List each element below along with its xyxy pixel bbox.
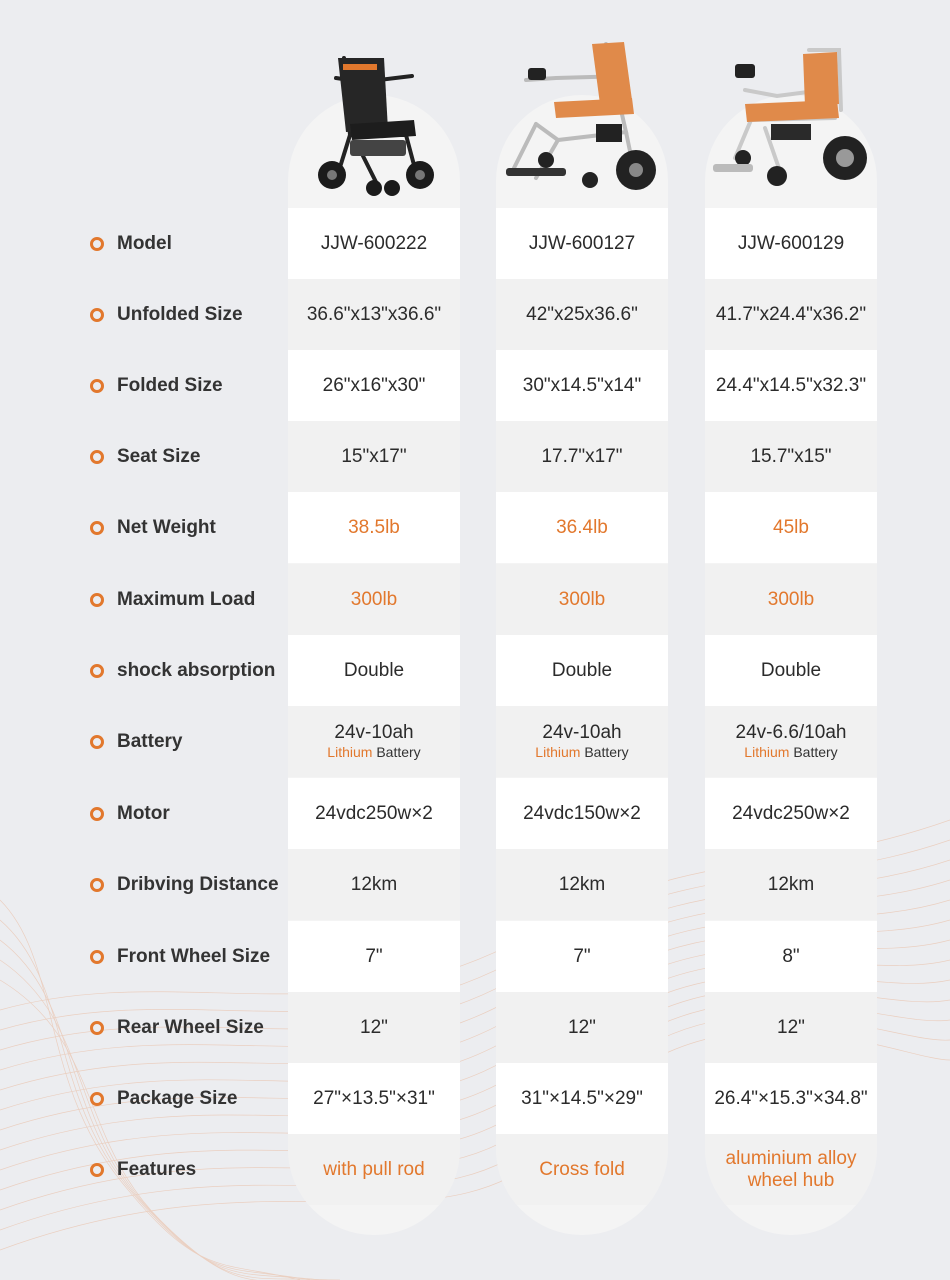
row-label-package-size xyxy=(90,1063,237,1134)
cell-value: 24vdc150w×2 xyxy=(523,802,641,824)
cell-net-weight-3 xyxy=(705,492,877,563)
cell-unfolded-size-3 xyxy=(705,279,877,350)
bullet-icon xyxy=(90,237,104,251)
cell-value: 15"x17" xyxy=(341,445,407,467)
row-label-folded-size xyxy=(90,350,223,421)
row-label-text: Motor xyxy=(117,802,170,824)
cell-value: Double xyxy=(343,659,405,681)
cell-model-1 xyxy=(288,208,460,279)
cell-value: 24v-6.6/10ah xyxy=(735,722,847,743)
cell-features-2 xyxy=(496,1134,668,1205)
orange-silver-wheelchair-icon xyxy=(705,40,877,205)
cell-shock-absorption-2 xyxy=(496,635,668,706)
cell-value: 24vdc250w×2 xyxy=(732,802,850,824)
bullet-icon xyxy=(90,521,104,535)
cell-folded-size-2 xyxy=(496,350,668,421)
cell-value: 26"x16"x30" xyxy=(322,374,426,396)
cell-front-wheel-size-3 xyxy=(705,921,877,992)
row-label-dribving-distance xyxy=(90,849,279,920)
cell-package-size-1 xyxy=(288,1063,460,1134)
cell-value: 36.4lb xyxy=(556,516,608,538)
cell-features-1 xyxy=(288,1134,460,1205)
row-label-text: Model xyxy=(117,232,172,254)
bullet-icon xyxy=(90,878,104,892)
cell-value: 300lb xyxy=(558,588,606,610)
row-label-features xyxy=(90,1134,196,1205)
bullet-icon xyxy=(90,308,104,322)
row-label-battery xyxy=(90,706,182,777)
cell-motor-1 xyxy=(288,778,460,849)
cell-motor-2 xyxy=(496,778,668,849)
cell-value: 12km xyxy=(558,873,606,895)
cell-net-weight-2 xyxy=(496,492,668,563)
row-label-text: Unfolded Size xyxy=(117,303,243,325)
black-wheelchair-icon xyxy=(288,40,460,205)
bullet-icon xyxy=(90,379,104,393)
cell-rear-wheel-size-1 xyxy=(288,992,460,1063)
bullet-icon xyxy=(90,807,104,821)
row-label-text: Rear Wheel Size xyxy=(117,1016,264,1038)
cell-value: 27"×13.5"×31" xyxy=(313,1087,435,1109)
cell-package-size-3 xyxy=(705,1063,877,1134)
battery-type xyxy=(327,744,420,761)
cell-value: 15.7"x15" xyxy=(750,445,832,467)
cell-battery-1 xyxy=(288,706,460,777)
cell-rear-wheel-size-3 xyxy=(705,992,877,1063)
cell-value: 8" xyxy=(782,945,800,967)
cell-value: 17.7"x17" xyxy=(541,445,623,467)
battery-type-rest: Battery xyxy=(372,744,421,760)
bullet-icon xyxy=(90,950,104,964)
cell-battery-2 xyxy=(496,706,668,777)
cell-value: 12" xyxy=(568,1016,596,1038)
cell-maximum-load-2 xyxy=(496,564,668,635)
cell-front-wheel-size-1 xyxy=(288,921,460,992)
cell-value: 26.4"×15.3"×34.8" xyxy=(714,1087,868,1109)
cell-value: 24v-10ah xyxy=(334,722,414,743)
cell-value: 45lb xyxy=(773,516,809,538)
cell-value: 12" xyxy=(777,1016,805,1038)
row-label-text: shock absorption xyxy=(117,659,276,681)
row-label-seat-size xyxy=(90,421,200,492)
cell-value: 12km xyxy=(767,873,815,895)
row-label-text: Net Weight xyxy=(117,516,216,538)
bullet-icon xyxy=(90,450,104,464)
cell-value: Double xyxy=(760,659,822,681)
cell-value: 24v-10ah xyxy=(542,722,622,743)
cell-value: 38.5lb xyxy=(348,516,400,538)
bullet-icon xyxy=(90,735,104,749)
row-label-rear-wheel-size xyxy=(90,992,264,1063)
row-label-text: Seat Size xyxy=(117,445,201,467)
cell-value: 12km xyxy=(350,873,398,895)
battery-type-highlight: Lithium xyxy=(327,744,373,760)
battery-type-highlight: Lithium xyxy=(535,744,581,760)
cell-front-wheel-size-2 xyxy=(496,921,668,992)
battery-type xyxy=(535,744,628,761)
row-label-net-weight xyxy=(90,492,216,563)
bullet-icon xyxy=(90,664,104,678)
cell-unfolded-size-2 xyxy=(496,279,668,350)
cell-value: 7" xyxy=(365,945,383,967)
row-label-text: Package Size xyxy=(117,1087,238,1109)
cell-value: 31"×14.5"×29" xyxy=(521,1087,643,1109)
row-label-text: Battery xyxy=(117,730,183,752)
bullet-icon xyxy=(90,1021,104,1035)
row-label-maximum-load xyxy=(90,564,255,635)
row-label-unfolded-size xyxy=(90,279,243,350)
bullet-icon xyxy=(90,1163,104,1177)
bullet-icon xyxy=(90,593,104,607)
cell-battery-3 xyxy=(705,706,877,777)
row-label-front-wheel-size xyxy=(90,921,270,992)
row-label-text: Front Wheel Size xyxy=(117,945,271,967)
row-label-model xyxy=(90,208,172,279)
cell-value: 24vdc250w×2 xyxy=(315,802,433,824)
cell-folded-size-3 xyxy=(705,350,877,421)
cell-shock-absorption-3 xyxy=(705,635,877,706)
cell-dribving-distance-1 xyxy=(288,849,460,920)
orange-wheelchair-icon xyxy=(496,40,668,205)
cell-value: 36.6"x13"x36.6" xyxy=(306,303,442,325)
cell-features-3 xyxy=(705,1134,877,1205)
cell-value: 30"x14.5"x14" xyxy=(522,374,642,396)
cell-value: 42"x25x36.6" xyxy=(526,303,638,325)
battery-type xyxy=(744,744,837,761)
cell-value: Cross fold xyxy=(539,1158,625,1180)
cell-seat-size-3 xyxy=(705,421,877,492)
cell-dribving-distance-3 xyxy=(705,849,877,920)
cell-value: aluminium alloy wheel hub xyxy=(725,1147,857,1191)
cell-unfolded-size-1 xyxy=(288,279,460,350)
cell-model-2 xyxy=(496,208,668,279)
row-label-text: Dribving Distance xyxy=(117,873,279,895)
cell-value: 300lb xyxy=(350,588,398,610)
battery-type-rest: Battery xyxy=(580,744,629,760)
cell-folded-size-1 xyxy=(288,350,460,421)
cell-value: JJW-600129 xyxy=(737,232,845,254)
cell-value: JJW-600127 xyxy=(528,232,636,254)
cell-dribving-distance-2 xyxy=(496,849,668,920)
cell-value: with pull rod xyxy=(323,1158,425,1180)
cell-value: 300lb xyxy=(767,588,815,610)
battery-type-rest: Battery xyxy=(789,744,838,760)
cell-value: JJW-600222 xyxy=(320,232,428,254)
row-label-motor xyxy=(90,778,170,849)
cell-motor-3 xyxy=(705,778,877,849)
cell-maximum-load-3 xyxy=(705,564,877,635)
cell-value: 12" xyxy=(360,1016,388,1038)
cell-seat-size-2 xyxy=(496,421,668,492)
row-label-text: Features xyxy=(117,1158,197,1180)
cell-value: 41.7"x24.4"x36.2" xyxy=(715,303,867,325)
cell-model-3 xyxy=(705,208,877,279)
cell-shock-absorption-1 xyxy=(288,635,460,706)
battery-type-highlight: Lithium xyxy=(744,744,790,760)
bullet-icon xyxy=(90,1092,104,1106)
row-label-shock-absorption xyxy=(90,635,275,706)
row-label-text: Folded Size xyxy=(117,374,223,396)
row-label-text: Maximum Load xyxy=(117,588,256,610)
cell-rear-wheel-size-2 xyxy=(496,992,668,1063)
cell-value: 7" xyxy=(573,945,591,967)
cell-net-weight-1 xyxy=(288,492,460,563)
cell-value: 24.4"x14.5"x32.3" xyxy=(715,374,867,396)
cell-value: Double xyxy=(551,659,613,681)
cell-package-size-2 xyxy=(496,1063,668,1134)
cell-seat-size-1 xyxy=(288,421,460,492)
cell-maximum-load-1 xyxy=(288,564,460,635)
